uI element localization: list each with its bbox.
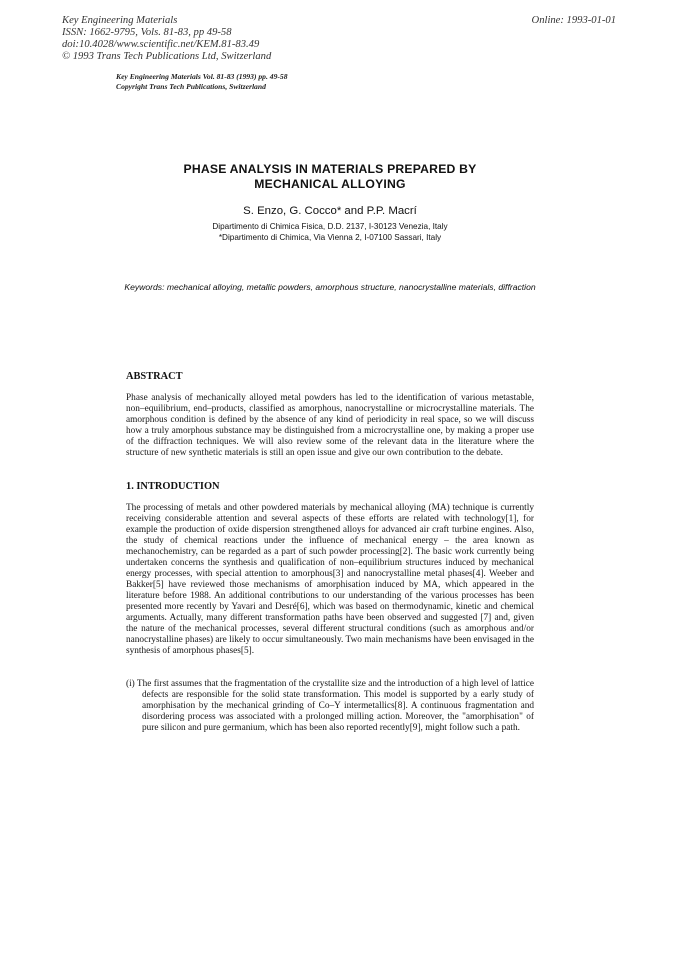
journal-volume-line: Key Engineering Materials Vol. 81-83 (1993) pp. 49-58 <box>116 72 288 81</box>
keywords: Keywords: mechanical alloying, metallic powders, amorphous structure, nanocrystalline materials, diffraction <box>124 282 536 292</box>
journal-copyright-line: Copyright Trans Tech Publications, Switzerland <box>116 82 266 91</box>
affiliation-2: *Dipartimento di Chimica, Via Vienna 2, I-07100 Sassari, Italy <box>218 233 442 242</box>
issn-line: ISSN: 1662-9795, Vols. 81-83, pp 49-58 <box>62 27 232 38</box>
list-item-1: (i) The first assumes that the fragmentation of the crystallite size and the introduction of a high level of lattice defects are responsible for the solid state transformation. This model is supported by a early study of amorphisation by the mechanical grinding of Co–Y intermetallics[8]. A continuous fragmentation and disordering process was associated with a prolonged milling action. Moreover, the "amorphisation" of pure silicon and pure germanium, which has been also reported recently[9], might follow such a path. <box>126 679 534 733</box>
publication-metadata <box>62 15 271 63</box>
title-line-2: MECHANICAL ALLOYING <box>254 177 406 191</box>
paper-title <box>120 162 540 192</box>
introduction-text: The processing of metals and other powdered materials by mechanical alloying (MA) technique is currently receiving considerable attention and several aspects of these efforts are related with technology[1], for example the production of oxide dispersion strengthened alloys for advanced air craft turbine engines. Also, the study of chemical reactions under the influence of mechanical energy – the area known as mechanochemistry, can be regarded as a part of such powder processing[2]. The basic work currently being undertaken concerns the synthesis and qualification of non–equilibrium structures induced by mechanical energy processes, with special attention to amorphous[3] and nanocrystalline metal phases[4]. Weeber and Bakker[5] have reviewed those mechanisms of amorphisation induced by MA, which appeared in the literature before 1988. An additional contributions to our understanding of the various processes has been presented more recently by Yavari and Desré[6], which was based on thermodynamic, kinetic and chemical arguments. Actually, many different transformation paths have been observed and suggested [7] and, given the nature of the mechanical processes, several different structural conditions (such as amorphous and/or nanocrystalline phases) are likely to occur simultaneously. Two main mechanisms have been envisaged in the synthesis of amorphous phases[5]. <box>126 503 534 656</box>
abstract-text: Phase analysis of mechanically alloyed metal powders has led to the identification of various metastable, non–equilibrium, end–products, classified as amorphous, nanocrystalline or microcrystalline materials. The amorphous condition is defined by the absence of any kind of periodicity in real space, so we will discuss how a truly amorphous substance may be distinguished from a microcrystalline one, by making a proper use of the diffraction techniques. We will also review some of the relevant data in the literature where the structure of new synthetic materials is still an open issue and give our own contribution to the debate. <box>126 393 534 458</box>
authors: S. Enzo, G. Cocco* and P.P. Macrí <box>243 205 417 217</box>
title-line-1: PHASE ANALYSIS IN MATERIALS PREPARED BY <box>183 162 477 176</box>
introduction-heading: 1. INTRODUCTION <box>126 481 220 492</box>
copyright-line: © 1993 Trans Tech Publications Ltd, Switzerland <box>62 51 272 62</box>
journal-reference <box>116 72 288 92</box>
doi-line: doi:10.4028/www.scientific.net/KEM.81-83.49 <box>62 39 260 50</box>
affiliations <box>120 221 540 243</box>
abstract-heading: ABSTRACT <box>126 371 183 382</box>
journal-name: Key Engineering Materials <box>62 15 178 26</box>
affiliation-1: Dipartimento di Chimica Fisica, D.D. 2137, I-30123 Venezia, Italy <box>212 222 448 231</box>
online-date: Online: 1993-01-01 <box>531 15 616 26</box>
